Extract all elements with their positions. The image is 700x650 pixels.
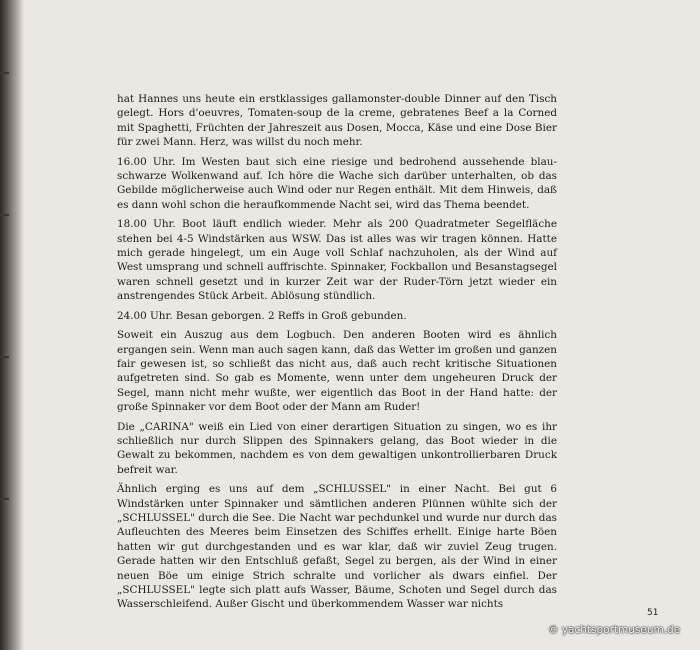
page-number: 51 (647, 608, 659, 618)
gutter-mark (0, 356, 9, 358)
paragraph-24-uhr: 24.00 Uhr. Besan geborgen. 2 Reffs in Groß gebunden. (117, 309, 407, 322)
paragraph-schlussel: Ähnlich erging es uns auf dem „SCHLUSSEL" in einer Nacht. Bei gut 6 Windstärken unter Spinnaker und sämtlichen anderen Plünnen wühlte sich der „SCHLUSSEL" durch die See. Die Nacht war pechdunkel und wurde nur durch das Aufleuchten des Meeres beim Einsetzen des Schiffes erhellt. Einige harte Böen hatten wir gut durchgestanden und es war klar, daß wir zuviel Zeug trugen. Gerade hatten wir den Entschluß gefaßt, Segel zu bergen, als der Wind in einer neuen Böe um einige Strich schralte und vorlicher als dwars einfiel. Der „SCHLUSSEL" legte sich platt aufs Wasser, Bäume, Schoten und Segel durch das Wasserschleifend. Außer Gischt und überkommendem Wasser war nichts (117, 483, 557, 611)
book-gutter (0, 0, 24, 650)
paragraph-logbuch: Soweit ein Auszug aus dem Logbuch. Den anderen Booten wird es ähnlich ergangen sein. Wenn man auch sagen kann, daß das Wetter im großen und ganzen fair gewesen ist, so schließt das nicht aus, daß auch recht kritische Situationen aufgetreten sind. So gab es Momente, wenn unter dem ungeheuren Druck der Segel, mann nicht mehr wußte, wer eigentlich das Boot in der Hand hatte: der große Spinnaker vor dem Boot oder der Mann am Ruder! (117, 329, 557, 414)
watermark: © yachtsportmuseum.de (548, 624, 681, 636)
paragraph-18-uhr: 18.00 Uhr. Boot läuft endlich wieder. Mehr als 200 Quadratmeter Segelfläche stehen bei 4-5 Windstärken aus WSW. Das ist alles was wir tragen können. Hatte mich gerade hingelegt, um ein Auge voll Schlaf nachzuholen, als der Wind auf West umsprang und schnell auffrischte. Spinnaker, Fockballon und Besanstagsegel waren schnell gesetzt und in kurzer Zeit war der Ruder-Törn jetzt wieder ein anstrengendes Stück Arbeit. Ablösung stündlich. (117, 218, 557, 303)
gutter-mark (0, 72, 9, 74)
paragraph-carina: Die „CARINA" weiß ein Lied von einer derartigen Situation zu singen, wo es ihr schließlich nur durch Slippen des Spinnakers gelang, das Boot wieder in die Gewalt zu bekommen, nachdem es von dem gewaltigen unkontrollierbaren Druck befreit war. (117, 420, 557, 476)
paragraph-dinner: hat Hannes uns heute ein erstklassiges gallamonster-double Dinner auf den Tisch gelegt. Hors d'oeuvres, Tomaten-soup de la creme, gebratenes Beef a la Corned mit Spaghetti, Früchten der Jahreszeit aus Dosen, Mocca, Käse und eine Dose Bier für zwei Mann. Herz, was willst du noch mehr. (117, 93, 557, 149)
body-text (117, 92, 557, 617)
gutter-mark (0, 498, 9, 500)
paragraph-16-uhr: 16.00 Uhr. Im Westen baut sich eine riesige und bedrohend aussehende blau-schwarze Wolkenwand auf. Ich höre die Wache sich darüber unterhalten, ob das Gebilde möglicherweise auch Wind oder nur Regen enthält. Mit dem Hinweis, daß es dann wohl schon die heraufkommende Nacht sei, wird das Thema beendet. (117, 155, 557, 211)
gutter-mark (0, 214, 9, 216)
